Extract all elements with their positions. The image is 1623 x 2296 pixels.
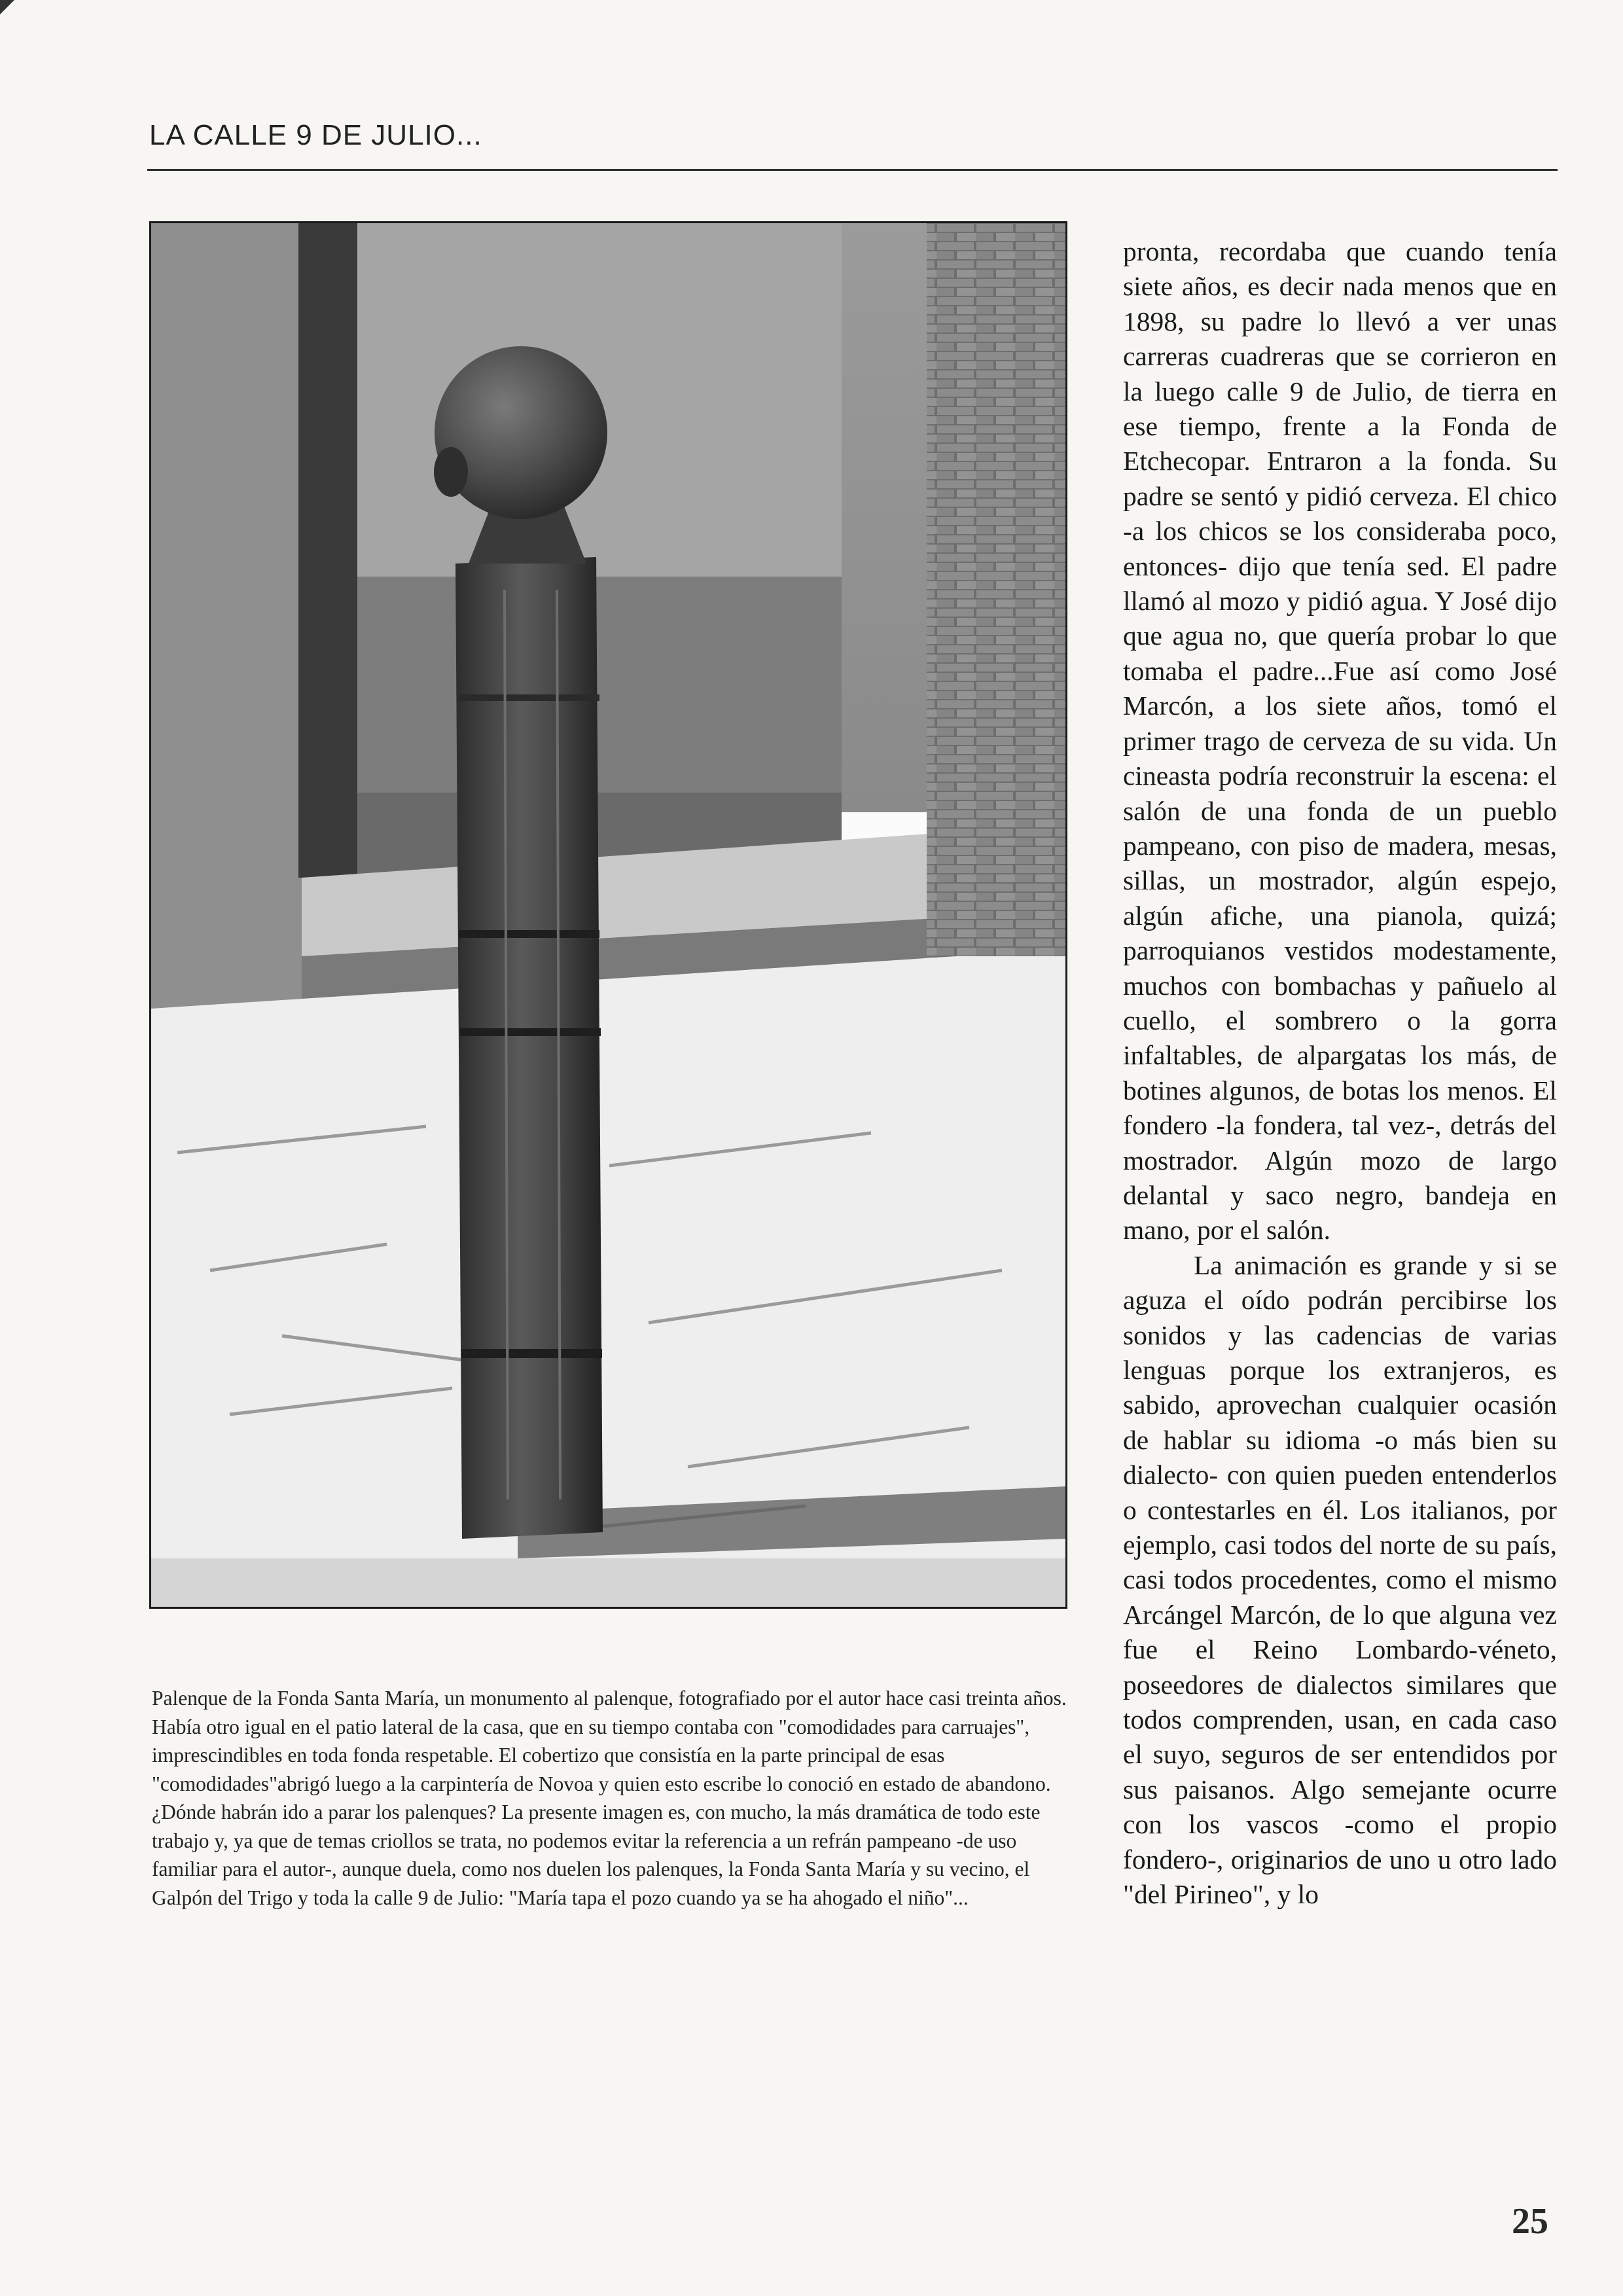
caption-paragraph: Palenque de la Fonda Santa María, un monumento al palenque, fotografiado por el autor hace casi treinta años. Había otro igual en el patio lateral de la casa, que en su tiempo contaba con "comodidades para carruajes", imprescindibles en toda fonda respetable. El cobertizo que consistía en la parte principal de esas "comodidades"abrigó luego a la carpintería de Novoa y quien esto escribe lo conoció en estado de abandono. (152, 1687, 1067, 1795)
photo-caption (152, 1684, 1075, 1912)
scan-corner-mark (0, 0, 14, 14)
page-number: 25 (1512, 2201, 1548, 2242)
running-header: LA CALLE 9 DE JULIO... (149, 119, 482, 151)
header-divider (147, 169, 1558, 171)
body-text-column (1123, 234, 1557, 1912)
body-paragraph: La animación es grande y si se aguza el oído podrán percibirse los sonidos y las cadencias de varias lenguas porque los extranjeros, es sabido, aprovechan cualquier ocasión de hablar su idioma -o más bien su dialecto- con quien pueden entenderlos o contestarles en él. Los italianos, por ejemplo, casi todos del norte de su país, casi todos procedentes, como el mismo Arcángel Marcón, de lo que alguna vez fue el Reino Lombardo-véneto, poseedores de dialectos similares que todos comprenden, usan, en cada caso el suyo, seguros de ser entendidos por sus paisanos. Algo semejante ocurre con los vascos -como el propio fondero-, originarios de uno u otro lado "del Pirineo", y lo (1123, 1249, 1557, 1910)
caption-paragraph: ¿Dónde habrán ido a parar los palenques? La presente imagen es, con mucho, la más dramática de todo este trabajo y, ya que de temas criollos se trata, no podemos evitar la referencia a un refrán pampeano -de uso familiar para el autor-, aunque duela, como nos duelen los palenques, la Fonda Santa María y su vecino, el Galpón del Trigo y toda la calle 9 de Julio: "María tapa el pozo cuando ya se ha ahogado el niño"... (152, 1801, 1041, 1909)
photo-illustration (151, 223, 1065, 1607)
body-paragraph: pronta, recordaba que cuando tenía siete años, es decir nada menos que en 1898, su padre lo llevó a ver unas carreras cuadreras que se corrieron en la luego calle 9 de Julio, de tierra en ese tiempo, frente a la Fonda de Etchecopar. Entraron a la fonda. Su padre se sentó y pidió cerveza. El chico -a los chicos se los consideraba poco, entonces- dijo que tenía sed. El padre llamó al mozo y pidió agua. Y José dijo que agua no, que quería probar lo que tomaba el padre...Fue así como José Marcón, a los siete años, tomó el primer trago de cerveza de su vida. Un cineasta podría reconstruir la escena: el salón de una fonda de un pueblo pampeano, con piso de madera, mesas, sillas, un mostrador, algún espejo, algún afiche, una pianola, quizá; parroquianos vestidos modestamente, muchos con bombachas y pañuelo al cuello, el sombrero o la gorra infaltables, de alpargatas los más, de botines algunos, de botas los menos. El fondero -la fondera, tal vez-, detrás del mostrador. Algún mozo de largo delantal y saco negro, bandeja en mano, por el salón. (1123, 236, 1557, 1246)
palenque-photograph (149, 221, 1067, 1609)
